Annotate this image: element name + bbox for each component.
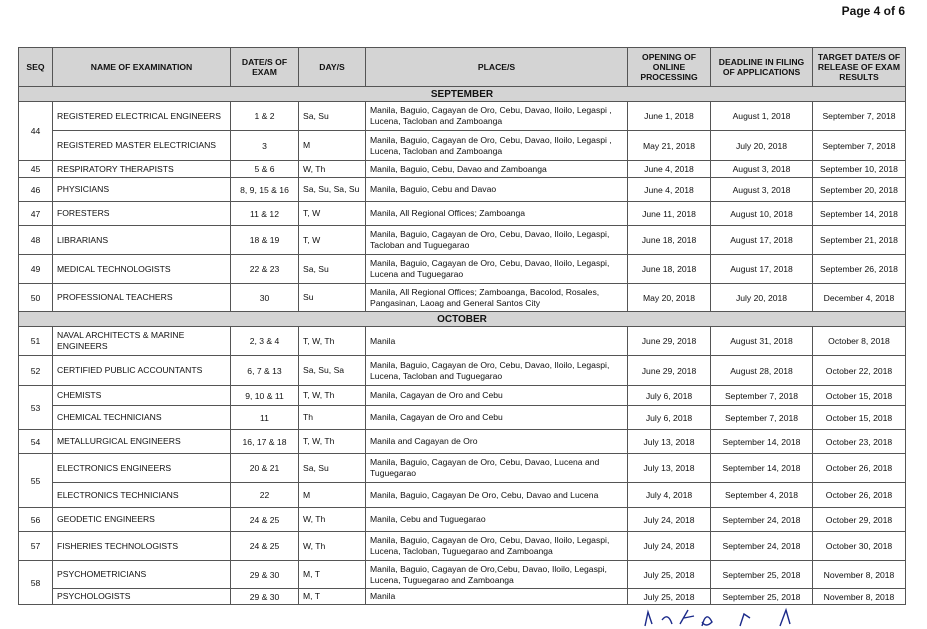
header-seq: SEQ: [19, 48, 53, 87]
exam-name-cell: FISHERIES TECHNOLOGISTS: [53, 532, 231, 561]
table-row: [19, 161, 906, 178]
table-row: [19, 430, 906, 454]
filing-deadline-cell: July 20, 2018: [711, 284, 813, 312]
exam-place-cell: Manila: [366, 589, 628, 605]
exam-dates-cell: 24 & 25: [231, 508, 299, 532]
exam-name-cell: MEDICAL TECHNOLOGISTS: [53, 255, 231, 284]
exam-place-cell: Manila, Baguio, Cagayan de Oro, Cebu, Davao, Iloilo, Legaspi, Lucena, Tacloban, Tuguegarao and Zamboanga: [366, 532, 628, 561]
exam-days-cell: M: [299, 483, 366, 508]
online-opening-cell: June 18, 2018: [628, 255, 711, 284]
exam-days-cell: Sa, Su: [299, 255, 366, 284]
table-row: [19, 454, 906, 483]
results-release-cell: October 29, 2018: [813, 508, 906, 532]
exam-name-cell: PSYCHOLOGISTS: [53, 589, 231, 605]
exam-name-cell: METALLURGICAL ENGINEERS: [53, 430, 231, 454]
table-row: [19, 131, 906, 161]
header-days: DAY/S: [299, 48, 366, 87]
exam-dates-cell: 2, 3 & 4: [231, 327, 299, 356]
month-band: [19, 87, 906, 102]
seq-cell: 57: [19, 532, 53, 561]
filing-deadline-cell: September 14, 2018: [711, 430, 813, 454]
filing-deadline-cell: August 17, 2018: [711, 255, 813, 284]
online-opening-cell: June 29, 2018: [628, 327, 711, 356]
exam-dates-cell: 8, 9, 15 & 16: [231, 178, 299, 202]
month-label: SEPTEMBER: [19, 87, 906, 102]
exam-dates-cell: 5 & 6: [231, 161, 299, 178]
results-release-cell: October 26, 2018: [813, 454, 906, 483]
online-opening-cell: July 25, 2018: [628, 561, 711, 589]
results-release-cell: September 7, 2018: [813, 131, 906, 161]
results-release-cell: October 15, 2018: [813, 406, 906, 430]
seq-cell: 44: [19, 102, 53, 161]
exam-dates-cell: 29 & 30: [231, 589, 299, 605]
online-opening-cell: June 4, 2018: [628, 178, 711, 202]
exam-name-cell: RESPIRATORY THERAPISTS: [53, 161, 231, 178]
results-release-cell: October 22, 2018: [813, 356, 906, 386]
seq-cell: 48: [19, 226, 53, 255]
results-release-cell: November 8, 2018: [813, 589, 906, 605]
exam-days-cell: Sa, Su, Sa, Su: [299, 178, 366, 202]
results-release-cell: October 15, 2018: [813, 386, 906, 406]
exam-days-cell: Th: [299, 406, 366, 430]
exam-place-cell: Manila, Cagayan de Oro and Cebu: [366, 386, 628, 406]
filing-deadline-cell: August 3, 2018: [711, 161, 813, 178]
exam-dates-cell: 6, 7 & 13: [231, 356, 299, 386]
exam-name-cell: PROFESSIONAL TEACHERS: [53, 284, 231, 312]
table-row: [19, 508, 906, 532]
exam-days-cell: T, W: [299, 202, 366, 226]
exam-dates-cell: 11 & 12: [231, 202, 299, 226]
exam-dates-cell: 16, 17 & 18: [231, 430, 299, 454]
filing-deadline-cell: July 20, 2018: [711, 131, 813, 161]
exam-dates-cell: 29 & 30: [231, 561, 299, 589]
online-opening-cell: July 13, 2018: [628, 454, 711, 483]
filing-deadline-cell: August 10, 2018: [711, 202, 813, 226]
exam-dates-cell: 22: [231, 483, 299, 508]
exam-dates-cell: 3: [231, 131, 299, 161]
results-release-cell: October 26, 2018: [813, 483, 906, 508]
exam-name-cell: FORESTERS: [53, 202, 231, 226]
table-row: [19, 202, 906, 226]
online-opening-cell: July 24, 2018: [628, 532, 711, 561]
filing-deadline-cell: September 7, 2018: [711, 386, 813, 406]
exam-place-cell: Manila, Baguio, Cagayan de Oro, Cebu, Davao, Iloilo, Legaspi , Lucena, Tacloban and Zamboanga: [366, 131, 628, 161]
exam-days-cell: Su: [299, 284, 366, 312]
exam-dates-cell: 30: [231, 284, 299, 312]
exam-schedule-table: [18, 47, 906, 605]
exam-place-cell: Manila, Baguio, Cagayan de Oro, Cebu, Davao, Iloilo, Legaspi, Lucena and Tuguegarao: [366, 255, 628, 284]
exam-name-cell: CHEMISTS: [53, 386, 231, 406]
filing-deadline-cell: September 24, 2018: [711, 508, 813, 532]
seq-cell: 47: [19, 202, 53, 226]
seq-cell: 46: [19, 178, 53, 202]
exam-days-cell: Sa, Su: [299, 454, 366, 483]
exam-name-cell: ELECTRONICS TECHNICIANS: [53, 483, 231, 508]
filing-deadline-cell: September 25, 2018: [711, 561, 813, 589]
month-band: [19, 312, 906, 327]
exam-place-cell: Manila, Baguio, Cagayan de Oro, Cebu, Davao, Iloilo, Legaspi, Lucena, Tacloban and Tuguegarao: [366, 356, 628, 386]
exam-days-cell: T, W, Th: [299, 327, 366, 356]
exam-days-cell: Sa, Su: [299, 102, 366, 131]
results-release-cell: October 8, 2018: [813, 327, 906, 356]
exam-name-cell: PSYCHOMETRICIANS: [53, 561, 231, 589]
online-opening-cell: May 20, 2018: [628, 284, 711, 312]
filing-deadline-cell: September 4, 2018: [711, 483, 813, 508]
exam-place-cell: Manila, Baguio, Cebu, Davao and Zamboanga: [366, 161, 628, 178]
results-release-cell: September 7, 2018: [813, 102, 906, 131]
table-row: [19, 406, 906, 430]
table-row: [19, 102, 906, 131]
table-row: [19, 284, 906, 312]
header-dates: DATE/S OF EXAM: [231, 48, 299, 87]
exam-place-cell: Manila, Baguio, Cagayan de Oro, Cebu, Davao, Iloilo, Legaspi, Tacloban and Tuguegarao: [366, 226, 628, 255]
online-opening-cell: June 18, 2018: [628, 226, 711, 255]
results-release-cell: September 21, 2018: [813, 226, 906, 255]
table-row: [19, 386, 906, 406]
exam-name-cell: NAVAL ARCHITECTS & MARINE ENGINEERS: [53, 327, 231, 356]
filing-deadline-cell: September 24, 2018: [711, 532, 813, 561]
table-row: [19, 255, 906, 284]
exam-name-cell: PHYSICIANS: [53, 178, 231, 202]
exam-dates-cell: 9, 10 & 11: [231, 386, 299, 406]
exam-place-cell: Manila, Baguio, Cagayan De Oro, Cebu, Davao and Lucena: [366, 483, 628, 508]
filing-deadline-cell: August 31, 2018: [711, 327, 813, 356]
header-place: PLACE/S: [366, 48, 628, 87]
results-release-cell: November 8, 2018: [813, 561, 906, 589]
seq-cell: 54: [19, 430, 53, 454]
online-opening-cell: June 4, 2018: [628, 161, 711, 178]
seq-cell: 51: [19, 327, 53, 356]
exam-place-cell: Manila and Cagayan de Oro: [366, 430, 628, 454]
exam-name-cell: LIBRARIANS: [53, 226, 231, 255]
exam-name-cell: REGISTERED ELECTRICAL ENGINEERS: [53, 102, 231, 131]
exam-name-cell: GEODETIC ENGINEERS: [53, 508, 231, 532]
exam-place-cell: Manila, All Regional Offices; Zamboanga, Bacolod, Rosales, Pangasinan, Laoag and General Santos City: [366, 284, 628, 312]
online-opening-cell: June 11, 2018: [628, 202, 711, 226]
exam-days-cell: W, Th: [299, 532, 366, 561]
seq-cell: 52: [19, 356, 53, 386]
header-deadline: DEADLINE IN FILING OF APPLICATIONS: [711, 48, 813, 87]
filing-deadline-cell: August 3, 2018: [711, 178, 813, 202]
exam-place-cell: Manila, All Regional Offices; Zamboanga: [366, 202, 628, 226]
seq-cell: 55: [19, 454, 53, 508]
exam-place-cell: Manila, Baguio, Cagayan de Oro, Cebu, Davao, Lucena and Tuguegarao: [366, 454, 628, 483]
exam-days-cell: M, T: [299, 561, 366, 589]
seq-cell: 58: [19, 561, 53, 605]
exam-days-cell: Sa, Su, Sa: [299, 356, 366, 386]
exam-dates-cell: 18 & 19: [231, 226, 299, 255]
header-name: NAME OF EXAMINATION: [53, 48, 231, 87]
online-opening-cell: May 21, 2018: [628, 131, 711, 161]
exam-place-cell: Manila: [366, 327, 628, 356]
exam-dates-cell: 22 & 23: [231, 255, 299, 284]
exam-days-cell: M, T: [299, 589, 366, 605]
exam-place-cell: Manila, Cebu and Tuguegarao: [366, 508, 628, 532]
online-opening-cell: July 4, 2018: [628, 483, 711, 508]
results-release-cell: October 23, 2018: [813, 430, 906, 454]
page-number: Page 4 of 6: [841, 4, 905, 18]
filing-deadline-cell: August 17, 2018: [711, 226, 813, 255]
online-opening-cell: July 13, 2018: [628, 430, 711, 454]
table-row: [19, 483, 906, 508]
table-row: [19, 178, 906, 202]
results-release-cell: September 20, 2018: [813, 178, 906, 202]
table-row: [19, 561, 906, 589]
exam-place-cell: Manila, Baguio, Cagayan de Oro,Cebu, Davao, Iloilo, Legaspi, Lucena, Tuguegarao and Zamboanga: [366, 561, 628, 589]
table-header-row: [19, 48, 906, 87]
seq-cell: 49: [19, 255, 53, 284]
online-opening-cell: July 25, 2018: [628, 589, 711, 605]
online-opening-cell: July 6, 2018: [628, 386, 711, 406]
seq-cell: 45: [19, 161, 53, 178]
seq-cell: 50: [19, 284, 53, 312]
filing-deadline-cell: September 25, 2018: [711, 589, 813, 605]
exam-days-cell: M: [299, 131, 366, 161]
results-release-cell: October 30, 2018: [813, 532, 906, 561]
signature-initials: [640, 606, 840, 629]
exam-days-cell: W, Th: [299, 508, 366, 532]
filing-deadline-cell: August 1, 2018: [711, 102, 813, 131]
seq-cell: 56: [19, 508, 53, 532]
online-opening-cell: July 24, 2018: [628, 508, 711, 532]
exam-dates-cell: 20 & 21: [231, 454, 299, 483]
exam-name-cell: ELECTRONICS ENGINEERS: [53, 454, 231, 483]
online-opening-cell: July 6, 2018: [628, 406, 711, 430]
results-release-cell: September 14, 2018: [813, 202, 906, 226]
exam-name-cell: REGISTERED MASTER ELECTRICIANS: [53, 131, 231, 161]
exam-dates-cell: 11: [231, 406, 299, 430]
exam-dates-cell: 1 & 2: [231, 102, 299, 131]
seq-cell: 53: [19, 386, 53, 430]
online-opening-cell: June 1, 2018: [628, 102, 711, 131]
exam-days-cell: T, W, Th: [299, 430, 366, 454]
header-opening: OPENING OF ONLINE PROCESSING: [628, 48, 711, 87]
exam-days-cell: T, W, Th: [299, 386, 366, 406]
month-label: OCTOBER: [19, 312, 906, 327]
exam-dates-cell: 24 & 25: [231, 532, 299, 561]
exam-place-cell: Manila, Baguio, Cebu and Davao: [366, 178, 628, 202]
online-opening-cell: June 29, 2018: [628, 356, 711, 386]
exam-place-cell: Manila, Baguio, Cagayan de Oro, Cebu, Davao, Iloilo, Legaspi , Lucena, Tacloban and Zamboanga: [366, 102, 628, 131]
header-release: TARGET DATE/S OF RELEASE OF EXAM RESULTS: [813, 48, 906, 87]
exam-days-cell: W, Th: [299, 161, 366, 178]
filing-deadline-cell: September 14, 2018: [711, 454, 813, 483]
table-row: [19, 327, 906, 356]
table-row: [19, 589, 906, 605]
exam-name-cell: CHEMICAL TECHNICIANS: [53, 406, 231, 430]
table-row: [19, 356, 906, 386]
table-row: [19, 226, 906, 255]
table-row: [19, 532, 906, 561]
filing-deadline-cell: August 28, 2018: [711, 356, 813, 386]
results-release-cell: December 4, 2018: [813, 284, 906, 312]
exam-days-cell: T, W: [299, 226, 366, 255]
results-release-cell: September 26, 2018: [813, 255, 906, 284]
filing-deadline-cell: September 7, 2018: [711, 406, 813, 430]
exam-place-cell: Manila, Cagayan de Oro and Cebu: [366, 406, 628, 430]
exam-name-cell: CERTIFIED PUBLIC ACCOUNTANTS: [53, 356, 231, 386]
results-release-cell: September 10, 2018: [813, 161, 906, 178]
